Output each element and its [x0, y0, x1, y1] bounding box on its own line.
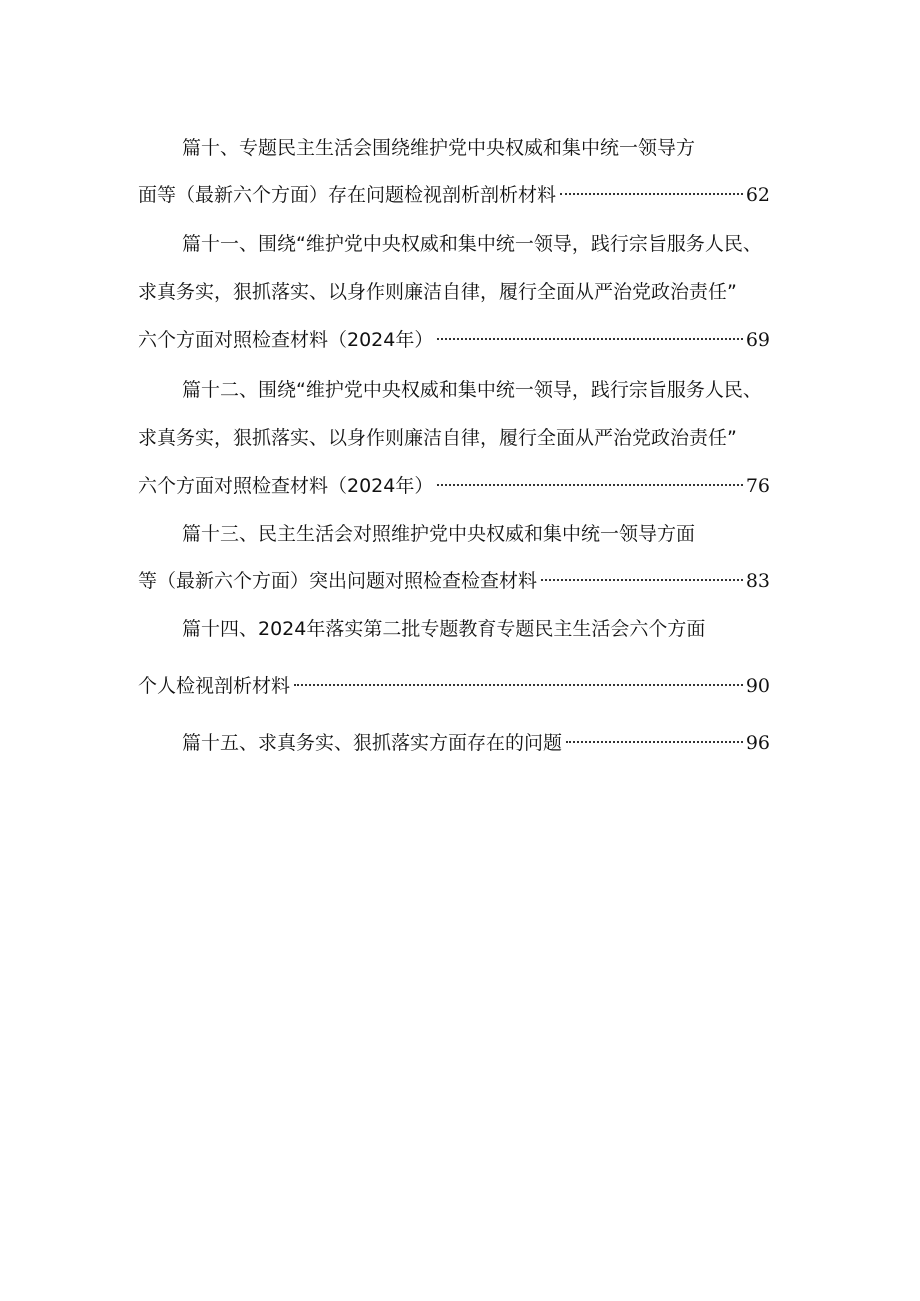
- toc-entry-15-line-1: [182, 726, 770, 760]
- dot-leader: [560, 193, 743, 195]
- toc-entry-10-line-2: [138, 178, 770, 212]
- toc-entry-text: 六个方面对照检查材料（2024年）: [138, 329, 434, 351]
- toc-entry-12-line-3: [138, 469, 770, 503]
- toc-entry-12-line-2: [138, 421, 770, 455]
- toc-entry-text: 篇十四、2024年落实第二批专题教育专题民主生活会六个方面: [182, 618, 706, 640]
- toc-entry-text: 篇十二、围绕“维护党中央权威和集中统一领导，践行宗旨服务人民、: [182, 379, 762, 401]
- toc-entry-13-line-1: [182, 517, 770, 551]
- toc-entry-text: 篇十、专题民主生活会围绕维护党中央权威和集中统一领导方: [182, 137, 696, 159]
- toc-entry-text: 等（最新六个方面）突出问题对照检查检查材料: [138, 570, 538, 592]
- toc-page-number: 90: [745, 675, 770, 697]
- dot-leader: [541, 579, 743, 581]
- toc-entry-14-line-1: [182, 612, 770, 646]
- toc-entry-10-line-1: [182, 131, 770, 165]
- dot-leader: [437, 484, 742, 486]
- toc-entry-text: 篇十五、求真务实、狠抓落实方面存在的问题: [182, 732, 563, 754]
- toc-entry-11-line-2: [138, 275, 770, 309]
- toc-entry-text: 求真务实，狠抓落实、以身作则廉洁自律，履行全面从严治党政治责任”: [138, 427, 737, 449]
- toc-entry-text: 篇十一、围绕“维护党中央权威和集中统一领导，践行宗旨服务人民、: [182, 233, 762, 255]
- toc-entry-13-line-2: [138, 564, 770, 598]
- dot-leader: [437, 338, 742, 340]
- toc-page-number: 62: [745, 184, 770, 206]
- toc-entry-11-line-1: [182, 227, 770, 261]
- toc-entry-text: 篇十三、民主生活会对照维护党中央权威和集中统一领导方面: [182, 523, 696, 545]
- toc-entry-12-line-1: [182, 373, 770, 407]
- toc-entry-14-line-2: [138, 669, 770, 703]
- toc-page-number: 76: [745, 475, 770, 497]
- toc-entry-text: 个人检视剖析材料: [138, 675, 291, 697]
- toc-entry-text: 面等（最新六个方面）存在问题检视剖析剖析材料: [138, 184, 557, 206]
- toc-entry-text: 求真务实，狠抓落实、以身作则廉洁自律，履行全面从严治党政治责任”: [138, 281, 737, 303]
- dot-leader: [566, 741, 743, 743]
- toc-entry-11-line-3: [138, 323, 770, 357]
- toc-page-number: 83: [745, 570, 770, 592]
- dot-leader: [294, 684, 743, 686]
- toc-entry-text: 六个方面对照检查材料（2024年）: [138, 475, 434, 497]
- toc-page-number: 96: [745, 732, 770, 754]
- toc-page-number: 69: [745, 329, 770, 351]
